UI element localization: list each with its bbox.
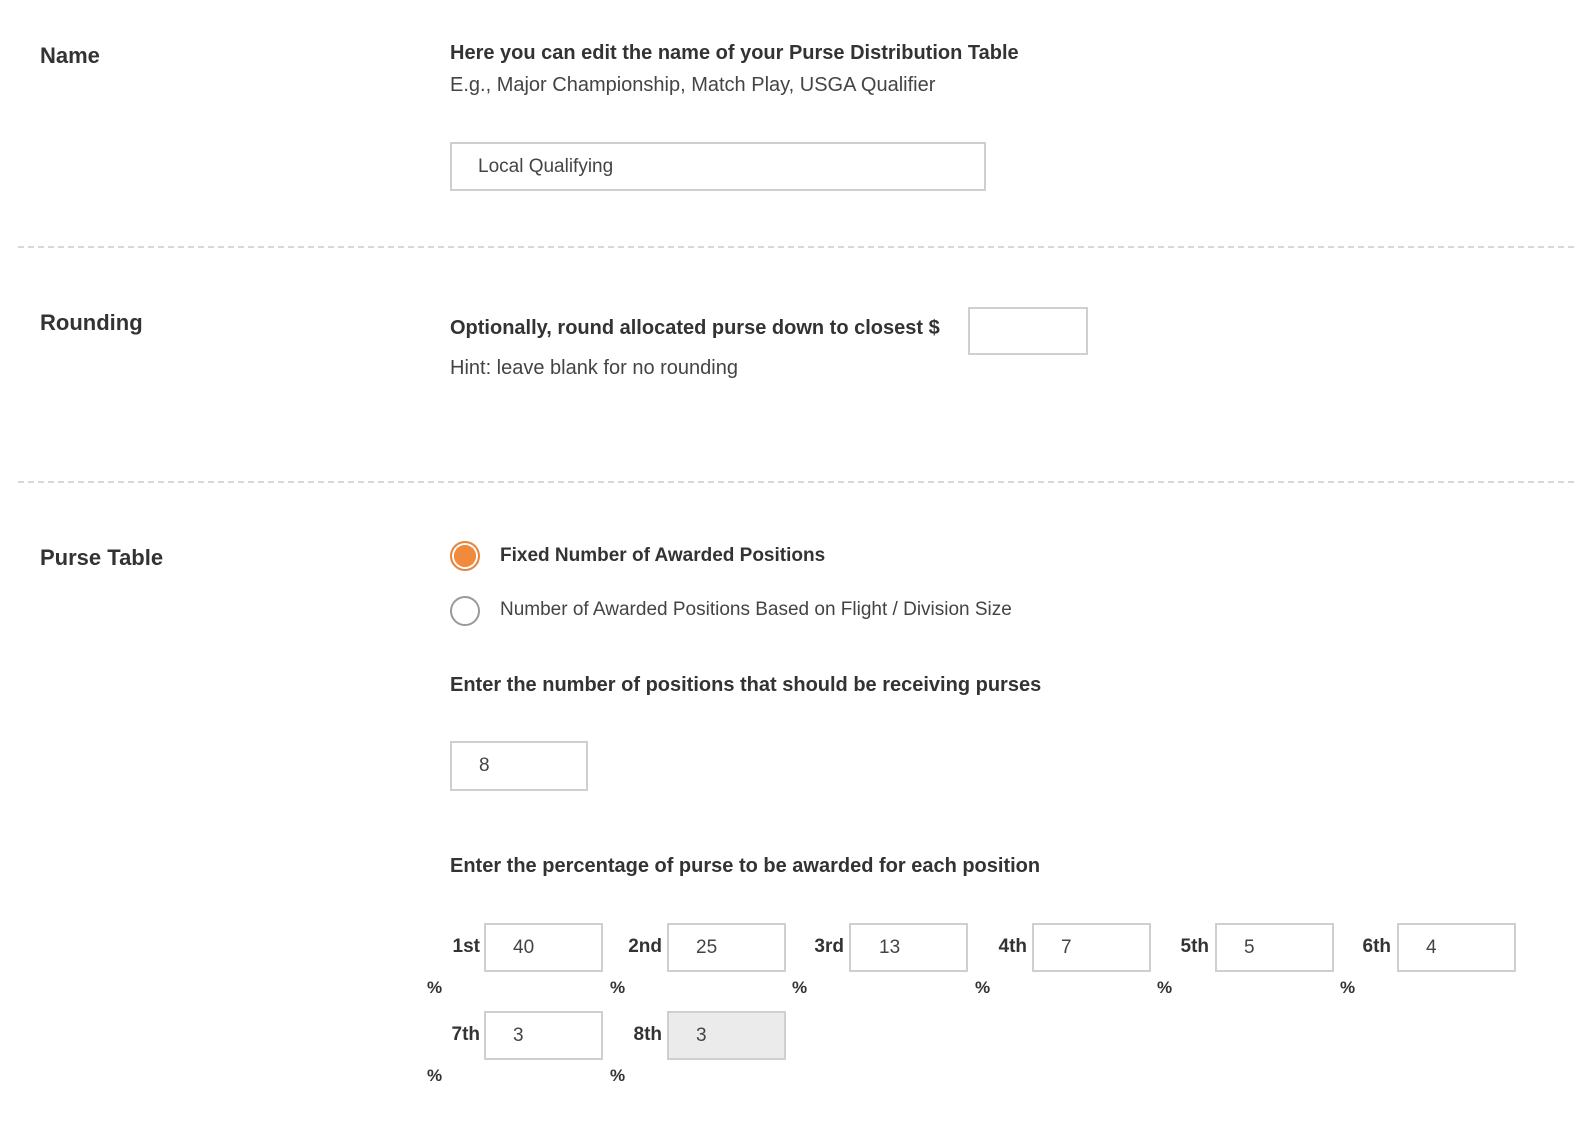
position-input-8th [667,1011,786,1060]
position-input-5th[interactable] [1215,923,1334,972]
position-input-7th[interactable] [484,1011,603,1060]
name-section-label: Name [40,43,100,68]
purse-table-section-label: Purse Table [40,545,164,570]
percent-symbol: % [792,978,808,997]
fixed-positions-label[interactable]: Fixed Number of Awarded Positions [500,545,826,566]
flight-size-radio[interactable] [450,596,480,626]
positions-count-input[interactable] [450,741,588,791]
percent-symbol: % [427,978,443,997]
position-input-1st[interactable] [484,923,603,972]
percent-symbol: % [1157,978,1173,997]
rounding-section-label: Rounding [40,310,143,335]
position-label-2nd: 2nd [628,936,662,957]
name-heading: Here you can edit the name of your Purse Distribution Table [450,42,1019,64]
position-label-4th: 4th [998,936,1027,957]
section-divider [18,246,1574,248]
position-label-1st: 1st [452,936,480,957]
position-label-6th: 6th [1362,936,1391,957]
position-label-3rd: 3rd [814,936,844,957]
percentage-prompt: Enter the percentage of purse to be awarded for each position [450,855,1041,877]
position-input-4th[interactable] [1032,923,1151,972]
positions-prompt: Enter the number of positions that should be receiving purses [450,674,1042,696]
rounding-prompt: Optionally, round allocated purse down to closest $ [450,317,940,339]
position-input-3rd[interactable] [849,923,968,972]
position-label-8th: 8th [633,1024,662,1045]
rounding-input[interactable] [968,307,1088,355]
position-input-2nd[interactable] [667,923,786,972]
percent-symbol: % [610,978,626,997]
position-label-7th: 7th [451,1024,480,1045]
percent-symbol: % [427,1066,443,1085]
flight-size-label[interactable]: Number of Awarded Positions Based on Flight / Division Size [500,599,1012,620]
percent-symbol: % [1340,978,1356,997]
percent-symbol: % [610,1066,626,1085]
name-example: E.g., Major Championship, Match Play, USGA Qualifier [450,74,936,96]
fixed-positions-radio[interactable] [450,541,480,571]
rounding-hint: Hint: leave blank for no rounding [450,357,738,379]
table-name-input[interactable] [450,142,986,191]
percent-symbol: % [975,978,991,997]
position-label-5th: 5th [1180,936,1209,957]
position-input-6th[interactable] [1397,923,1516,972]
section-divider [18,481,1574,483]
